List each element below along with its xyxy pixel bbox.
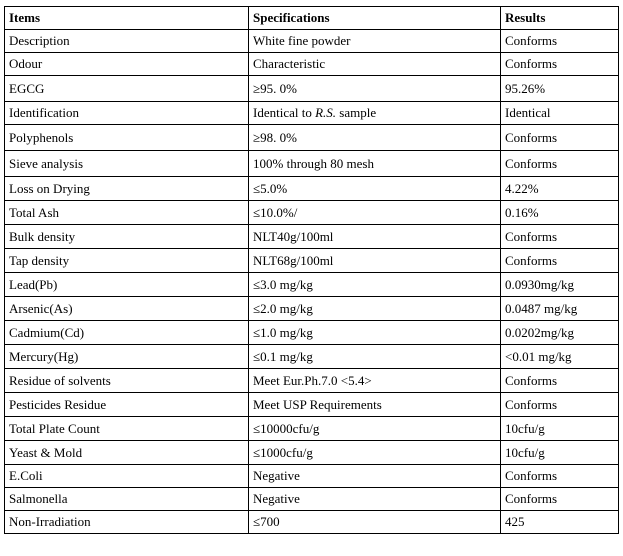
specification-cell: ≤0.1 mg/kg <box>249 345 501 369</box>
item-cell: Identification <box>5 102 249 125</box>
reference-standard-abbrev: R.S. <box>315 105 337 120</box>
specification-cell: ≤1000cfu/g <box>249 441 501 465</box>
specification-cell: ≤10.0%/ <box>249 201 501 225</box>
item-cell: Bulk density <box>5 225 249 249</box>
table-row <box>5 225 619 249</box>
item-cell: Polyphenols <box>5 125 249 151</box>
result-cell: 0.0202mg/kg <box>501 321 619 345</box>
table-row <box>5 249 619 273</box>
specification-cell: ≤10000cfu/g <box>249 417 501 441</box>
result-cell: Conforms <box>501 249 619 273</box>
item-cell: Residue of solvents <box>5 369 249 393</box>
item-cell: Loss on Drying <box>5 177 249 201</box>
table-row <box>5 441 619 465</box>
specification-cell: Characteristic <box>249 53 501 76</box>
specification-cell: Negative <box>249 488 501 511</box>
specification-cell: ≤700 <box>249 511 501 534</box>
result-cell: Conforms <box>501 369 619 393</box>
specification-cell: ≥98. 0% <box>249 125 501 151</box>
table-row <box>5 369 619 393</box>
specification-cell: Negative <box>249 465 501 488</box>
result-cell: 0.0487 mg/kg <box>501 297 619 321</box>
item-cell: Odour <box>5 53 249 76</box>
result-cell: 95.26% <box>501 76 619 102</box>
table-row <box>5 30 619 53</box>
table-row <box>5 201 619 225</box>
header-specifications: Specifications <box>249 7 501 30</box>
table-body <box>5 30 619 534</box>
item-cell: Arsenic(As) <box>5 297 249 321</box>
item-cell: Non-Irradiation <box>5 511 249 534</box>
table-row <box>5 76 619 102</box>
specification-cell: NLT40g/100ml <box>249 225 501 249</box>
item-cell: Cadmium(Cd) <box>5 321 249 345</box>
specification-cell: ≤1.0 mg/kg <box>249 321 501 345</box>
table-row <box>5 417 619 441</box>
table-row <box>5 53 619 76</box>
result-cell: 10cfu/g <box>501 417 619 441</box>
item-cell: Tap density <box>5 249 249 273</box>
specification-cell: Meet USP Requirements <box>249 393 501 417</box>
result-cell: 0.0930mg/kg <box>501 273 619 297</box>
table-row <box>5 465 619 488</box>
specification-cell: ≤5.0% <box>249 177 501 201</box>
result-cell: Conforms <box>501 125 619 151</box>
result-cell: 4.22% <box>501 177 619 201</box>
item-cell: Description <box>5 30 249 53</box>
result-cell: Conforms <box>501 393 619 417</box>
result-cell: Conforms <box>501 151 619 177</box>
specification-cell: Identical to R.S. sample <box>249 102 501 125</box>
table-row <box>5 125 619 151</box>
specification-cell: Meet Eur.Ph.7.0 <5.4> <box>249 369 501 393</box>
item-cell: EGCG <box>5 76 249 102</box>
specification-cell: White fine powder <box>249 30 501 53</box>
result-cell: 425 <box>501 511 619 534</box>
specification-cell: 100% through 80 mesh <box>249 151 501 177</box>
item-cell: Mercury(Hg) <box>5 345 249 369</box>
item-cell: Total Plate Count <box>5 417 249 441</box>
item-cell: Salmonella <box>5 488 249 511</box>
table-header-row <box>5 7 619 30</box>
specification-cell: ≥95. 0% <box>249 76 501 102</box>
table-row <box>5 273 619 297</box>
table-row <box>5 177 619 201</box>
table-row <box>5 488 619 511</box>
table-row <box>5 345 619 369</box>
result-cell: 10cfu/g <box>501 441 619 465</box>
specification-cell: ≤2.0 mg/kg <box>249 297 501 321</box>
header-results: Results <box>501 7 619 30</box>
header-items: Items <box>5 7 249 30</box>
result-cell: 0.16% <box>501 201 619 225</box>
table-row <box>5 102 619 125</box>
table-row <box>5 297 619 321</box>
result-cell: Conforms <box>501 30 619 53</box>
result-cell: <0.01 mg/kg <box>501 345 619 369</box>
result-cell: Conforms <box>501 465 619 488</box>
item-cell: Sieve analysis <box>5 151 249 177</box>
table-row <box>5 151 619 177</box>
item-cell: Total Ash <box>5 201 249 225</box>
item-cell: Lead(Pb) <box>5 273 249 297</box>
result-cell: Identical <box>501 102 619 125</box>
result-cell: Conforms <box>501 225 619 249</box>
specification-table <box>4 6 619 534</box>
table-row <box>5 321 619 345</box>
table-row <box>5 393 619 417</box>
specification-cell: ≤3.0 mg/kg <box>249 273 501 297</box>
result-cell: Conforms <box>501 488 619 511</box>
table-row <box>5 511 619 534</box>
specification-cell: NLT68g/100ml <box>249 249 501 273</box>
item-cell: Yeast & Mold <box>5 441 249 465</box>
item-cell: E.Coli <box>5 465 249 488</box>
item-cell: Pesticides Residue <box>5 393 249 417</box>
specification-sheet <box>4 6 619 534</box>
result-cell: Conforms <box>501 53 619 76</box>
